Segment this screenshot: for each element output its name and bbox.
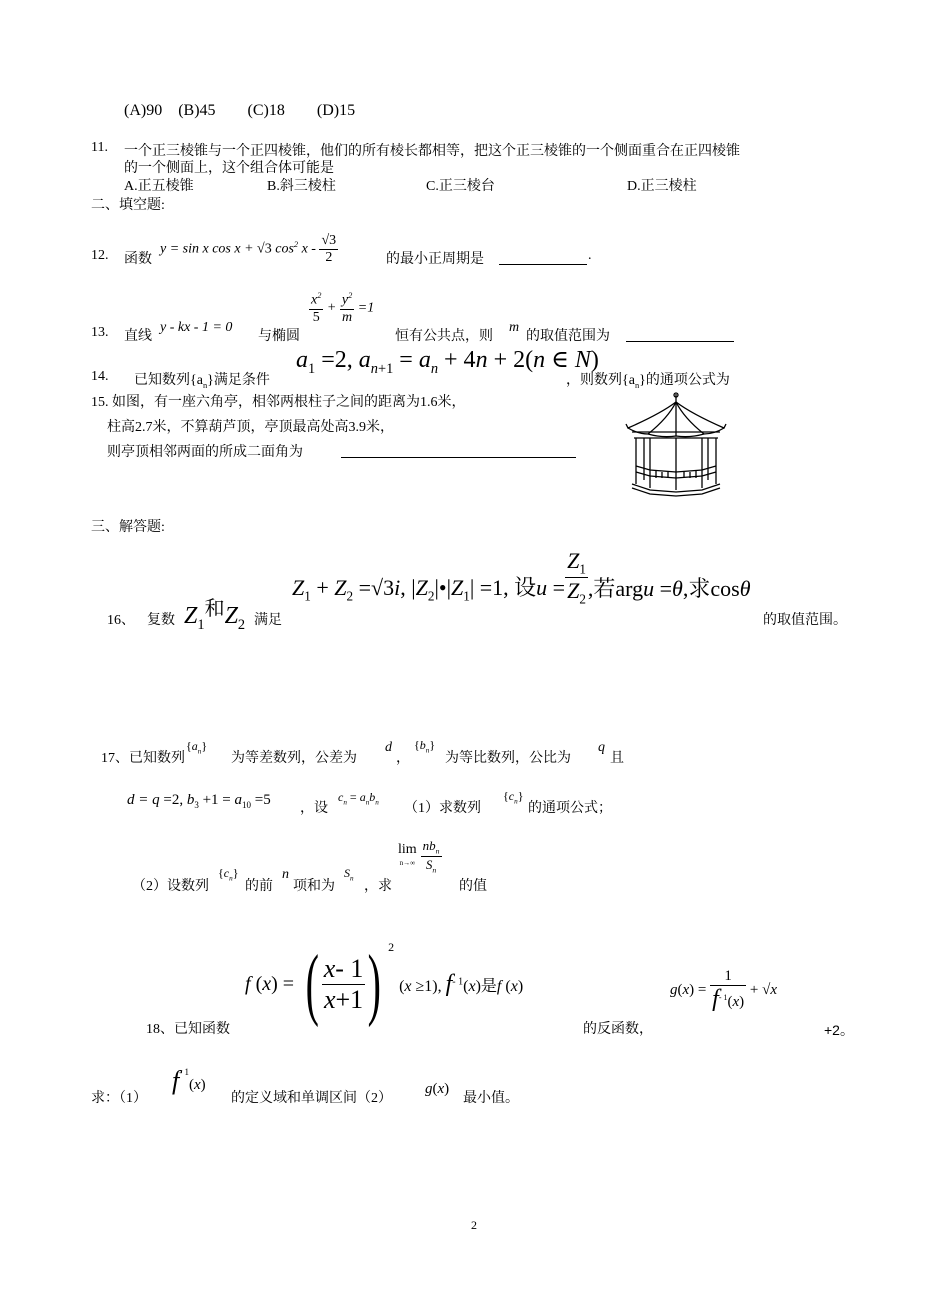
q18-mid: 的反函数，	[583, 1022, 653, 1037]
q18-g-formula: g(x) = $\frac{1}{f^{- 1}(x)}$ + √x	[670, 968, 778, 1012]
q11-line1: 一个正三棱锥与一个正四棱锥，他们的所有棱长都相等，把这个正三棱锥的一个侧面重合在正四棱锥	[124, 144, 740, 159]
q17-sn: $S_n$	[344, 866, 354, 883]
q13-prefix: 直线	[124, 329, 152, 344]
q17-line2c: 的通项公式；	[528, 801, 612, 816]
q13-answer-blank[interactable]	[626, 327, 734, 342]
q17-seq-a: $\{a_n\}$	[186, 739, 208, 756]
q17-line1e: 且	[610, 751, 624, 766]
section-fill-in-heading: 二、填空题:	[91, 198, 165, 213]
q18-prefix: 18、已知函数	[146, 1022, 230, 1037]
q12-number: 12.	[91, 248, 109, 263]
q11-line2: 的一个侧面上，这个组合体可能是	[124, 161, 334, 176]
section-solve-heading: 三、解答题:	[91, 520, 165, 535]
q13-mid: 与椭圆	[258, 329, 300, 344]
q12-formula: y = sin x cos x + √3 $\cos^2 x$ - $\frac{√3}{2}$	[160, 233, 337, 265]
q16-prefix: 复数	[147, 613, 175, 628]
q14-prefix: 已知数列$\{a_n\}$满足条件	[134, 373, 270, 390]
page-number: 2	[471, 1218, 477, 1232]
q18-inverse-f: $f^{- 1}(x)$	[172, 1066, 206, 1095]
q17-line3b: 的前	[245, 879, 273, 894]
q14-number: 14.	[91, 369, 109, 384]
q11-option-b: B.斜三棱柱	[267, 179, 336, 194]
q17-d: d	[385, 740, 392, 755]
q14-suffix: ，则数列$\{a_n\}$的通项公式为	[566, 373, 730, 390]
q17-line1c: ，	[396, 751, 410, 766]
pavilion-illustration	[620, 392, 732, 498]
q18-ask2: 的定义域和单调区间（2）	[231, 1091, 392, 1106]
q17-line3a: （2）设数列	[132, 879, 209, 894]
q17-q: q	[598, 740, 605, 755]
q11-option-a: A.正五棱锥	[124, 179, 194, 194]
q17-line2a: ，设	[300, 801, 328, 816]
q15-line1: 15. 如图，有一座六角亭，相邻两根柱子之间的距离为1.6米，	[91, 395, 466, 410]
q15-line3: 则亭顶相邻两面的所成二面角为	[107, 445, 303, 460]
q17-line1a: 17、已知数列	[101, 751, 185, 766]
q13-line-equation: y - kx - 1 = 0	[160, 320, 233, 335]
q17-line3c: 项和为	[293, 879, 335, 894]
q17-line3d: ，求	[364, 879, 392, 894]
q17-line2b: （1）求数列	[404, 801, 481, 816]
q13-number: 13.	[91, 325, 109, 340]
q13-variable-m: m	[509, 320, 520, 335]
q14-recurrence-formula: $a_1 =2$, $a_{n+1} = a_n + 4n + 2(n$ ∈ N)	[296, 347, 599, 377]
q16-z1-z2: $Z_1^和Z_2$	[184, 598, 246, 633]
q18-ask1: 求：（1）	[91, 1091, 147, 1106]
q15-answer-blank[interactable]	[341, 443, 576, 458]
q17-cn-def: $c_n = a_nb_n$	[338, 790, 379, 807]
q15-line2: 柱高2.7米，不算葫芦顶，亭顶最高处高3.9米，	[107, 420, 394, 435]
q11-option-d: D.正三棱柱	[627, 179, 697, 194]
q17-line1b: 为等差数列，公差为	[231, 751, 357, 766]
q11-option-c: C.正三棱台	[426, 179, 495, 194]
q17-condition: d = q =2, $b_3 +1 = a_{10} =5$	[127, 792, 271, 810]
q17-seq-c: $\{c_n\}$	[503, 789, 524, 806]
q17-seq-c2: $\{c_n\}$	[218, 866, 239, 883]
q13-ellipse-equation: $\frac{x^2}{5}$ + $\frac{y^2}{m}$ =1	[311, 291, 375, 325]
q12-period: .	[588, 248, 592, 263]
q17-line3e: 的值	[459, 879, 487, 894]
q16-number: 16、	[107, 613, 135, 628]
q12-answer-blank[interactable]	[499, 250, 587, 265]
q18-function-formula: f (x) = ( $\frac{x- 1}{x+1}$ ) $^2$ (x ≥1), $f^{- 1}(x)$是f (x)	[245, 940, 524, 1029]
q18-g-x: g(x)	[425, 1081, 450, 1097]
q17-line1d: 为等比数列，公比为	[445, 751, 571, 766]
q17-n: n	[282, 867, 289, 882]
q16-suffix: 的取值范围。	[763, 613, 847, 628]
q12-suffix: 的最小正周期是	[386, 252, 484, 267]
q10-options: (A)90 (B)45 (C)18 (D)15	[124, 102, 356, 119]
q18-ask3: 最小值。	[463, 1091, 519, 1106]
q16-condition-formula: $Z_1 + Z_2 =√3i$, $|Z_2|•|Z_1| =1$, 设u = $\frac{Z_1}{Z_2}$ ,若argu =θ,求cosθ	[292, 548, 751, 607]
q13-suffix: 恒有公共点，则	[395, 329, 493, 344]
q17-seq-b: $\{b_n\}$	[414, 738, 436, 755]
q17-limit-formula: lim n→∞ $\frac{nb_n}{S_n}$	[398, 838, 440, 875]
q16-mid: 满足	[254, 613, 282, 628]
q11-number: 11.	[91, 140, 108, 155]
q12-prefix: 函数	[124, 252, 152, 267]
q13-suffix2: 的取值范围为	[526, 329, 610, 344]
q18-end: +2。	[824, 1022, 854, 1038]
